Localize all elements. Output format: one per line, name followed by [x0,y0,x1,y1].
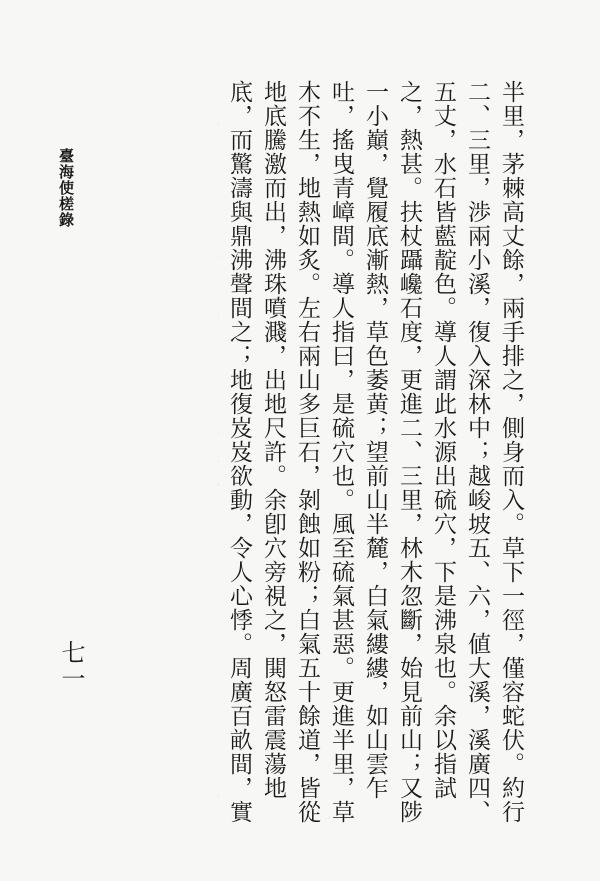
page-number: 七一 [57,640,85,692]
body-text [218,80,528,840]
passage-paragraph: 半里，茅棘高丈餘，兩手排之，側身而入。草下一徑，僅容蛇伏。約行二、三里，渉兩小溪，復入深林中；越峻坡五、六，値大溪，溪廣四、五丈，水石皆藍靛色。導人謂此水源出硫穴，下是沸泉也。余以指試之，熱甚。扶杖躡巉石度，更進二、三里，林木忽斷，始見前山；又陟一小巔，覺履底漸熱，草色萎黄；望前山半麓，白氣縷縷，如山雲乍吐，搖曳青嶂間。導人指曰，是硫穴也。風至硫氣甚惡。更進半里，草木不生，地熱如炙。左右兩山多巨石，剝蝕如粉；白氣五十餘道，皆從地底騰激而出，沸珠噴濺，出地尺許。余卽穴旁視之，閧怒雷震蕩地底，而驚濤與鼎沸聲間之；地復岌岌欲動，令人心悸。周廣百畝間，實 [226,80,524,824]
book-title: 臺海使槎錄 [57,148,75,228]
